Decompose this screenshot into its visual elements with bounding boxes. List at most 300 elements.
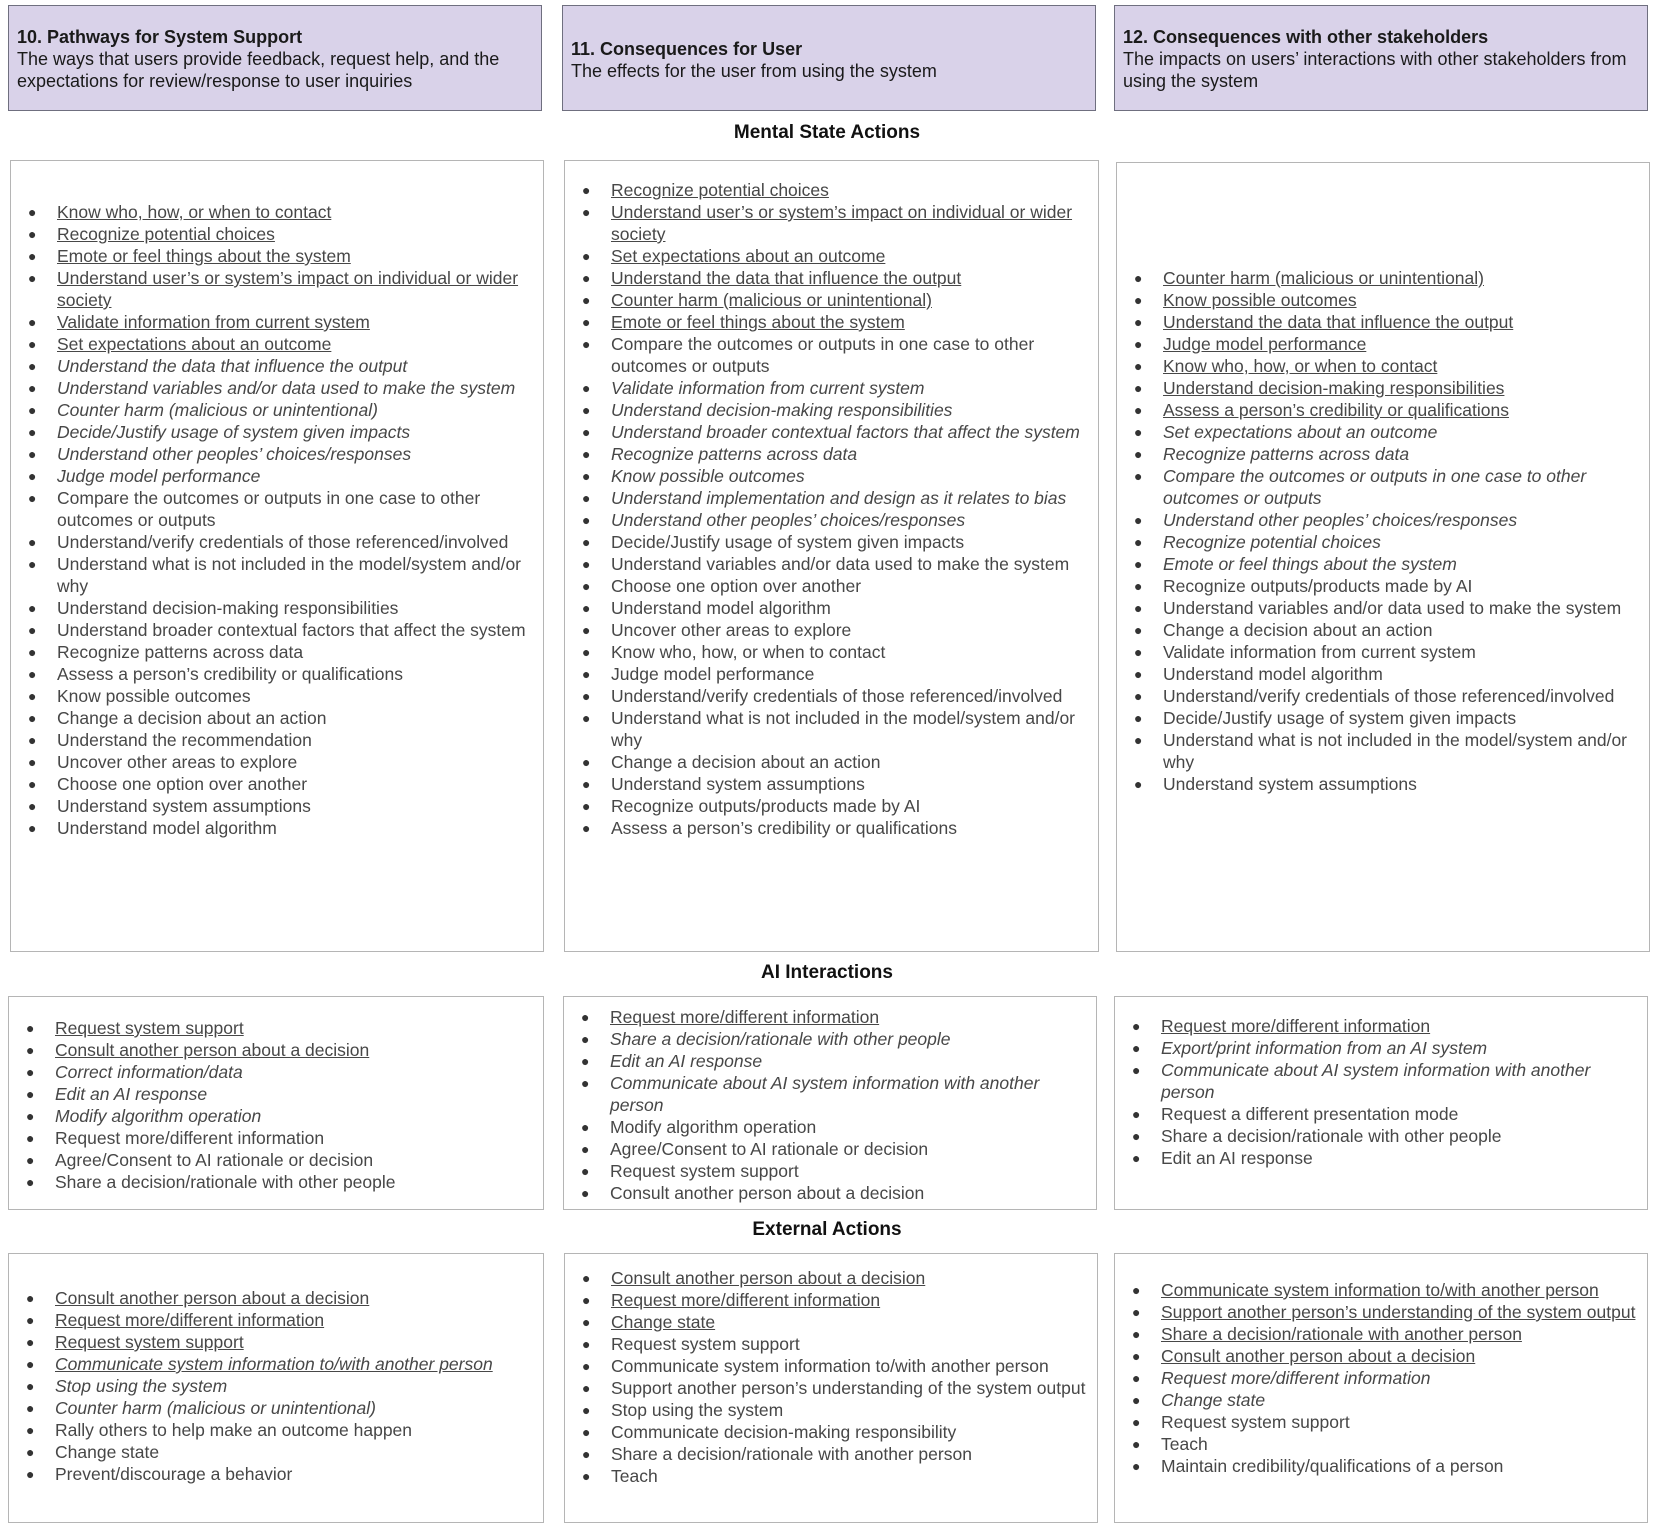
list-item-text: Support another person’s understanding of the system output xyxy=(1161,1302,1636,1322)
list-item xyxy=(1117,663,1645,685)
bullet-icon: ● xyxy=(28,820,37,836)
list-item xyxy=(565,1267,1093,1289)
bullet-list xyxy=(564,1006,1096,1204)
list-item-text: Consult another person about a decision xyxy=(55,1040,370,1060)
list-item-text: Understand the data that influence the output xyxy=(57,356,408,376)
list-item xyxy=(565,245,1094,267)
list-item-text: Set expectations about an outcome xyxy=(611,246,886,266)
list-item-text: Consult another person about a decision xyxy=(610,1183,925,1203)
list-item xyxy=(564,1050,1092,1072)
bullet-list xyxy=(1115,1279,1647,1477)
list-item xyxy=(565,333,1094,377)
bullet-icon: ● xyxy=(28,556,37,572)
bullet-icon: ● xyxy=(1132,1392,1141,1408)
list-item xyxy=(1117,443,1645,465)
bullet-icon: ● xyxy=(26,1290,35,1306)
list-item xyxy=(565,575,1094,597)
list-item xyxy=(565,531,1094,553)
list-item-text: Understand/verify credentials of those referenced/involved xyxy=(1163,686,1615,706)
section-title-external-actions: External Actions xyxy=(752,1219,902,1240)
list-item-text: Understand system assumptions xyxy=(611,774,865,794)
bullet-icon: ● xyxy=(28,688,37,704)
list-item xyxy=(11,201,539,223)
bullet-icon: ● xyxy=(28,248,37,264)
list-item-text: Rally others to help make an outcome happen xyxy=(55,1420,413,1440)
list-item xyxy=(9,1127,539,1149)
list-item-text: Compare the outcomes or outputs in one case to other outcomes or outputs xyxy=(1163,466,1587,508)
list-item xyxy=(9,1309,539,1331)
bullet-icon: ● xyxy=(28,754,37,770)
list-item xyxy=(1115,1345,1643,1367)
list-item xyxy=(9,1419,539,1441)
list-item xyxy=(565,267,1094,289)
bullet-icon: ● xyxy=(1132,1458,1141,1474)
bullet-icon: ● xyxy=(582,204,591,220)
list-item-text: Understand decision-making responsibilities xyxy=(57,598,399,618)
list-item-text: Understand other peoples’ choices/responses xyxy=(57,444,412,464)
bullet-icon: ● xyxy=(28,776,37,792)
bullet-icon: ● xyxy=(582,534,591,550)
list-item xyxy=(1115,1103,1643,1125)
bullet-icon: ● xyxy=(26,1130,35,1146)
bullet-icon: ● xyxy=(582,754,591,770)
list-item-text: Understand user’s or system’s impact on individual or wider society xyxy=(611,202,1073,244)
bullet-icon: ● xyxy=(581,1185,590,1201)
bullet-icon: ● xyxy=(26,1356,35,1372)
list-item-text: Export/print information from an AI system xyxy=(1161,1038,1488,1058)
list-item-text: Understand/verify credentials of those referenced/involved xyxy=(611,686,1063,706)
list-item-text: Communicate system information to/with another person xyxy=(55,1354,493,1374)
list-item xyxy=(1115,1411,1643,1433)
list-item xyxy=(1117,377,1645,399)
list-item xyxy=(11,311,539,333)
bullet-icon: ● xyxy=(582,1468,591,1484)
list-item-text: Modify algorithm operation xyxy=(55,1106,262,1126)
list-item xyxy=(11,795,539,817)
list-item-text: Uncover other areas to explore xyxy=(57,752,298,772)
list-item-text: Share a decision/rationale with other people xyxy=(55,1172,396,1192)
bullet-icon: ● xyxy=(582,1270,591,1286)
list-item-text: Teach xyxy=(1161,1434,1208,1454)
bullet-icon: ● xyxy=(28,226,37,242)
list-item-text: Understand what is not included in the model/system and/or why xyxy=(1163,730,1628,772)
list-item-text: Recognize patterns across data xyxy=(611,444,858,464)
bullet-icon: ● xyxy=(1134,424,1143,440)
list-item-text: Recognize potential choices xyxy=(611,180,829,200)
list-item-text: Request system support xyxy=(55,1018,244,1038)
bullet-icon: ● xyxy=(1134,776,1143,792)
bullet-icon: ● xyxy=(582,644,591,660)
bullet-icon: ● xyxy=(582,622,591,638)
list-item-text: Request system support xyxy=(55,1332,244,1352)
list-item-text: Understand broader contextual factors that affect the system xyxy=(611,422,1080,442)
list-item xyxy=(564,1138,1092,1160)
bullet-icon: ● xyxy=(28,402,37,418)
list-item-text: Understand the recommendation xyxy=(57,730,312,750)
bullet-icon: ● xyxy=(28,270,37,286)
header-title: 12. Consequences with other stakeholders xyxy=(1123,27,1489,47)
bullet-icon: ● xyxy=(1134,622,1143,638)
list-item xyxy=(1117,707,1645,729)
list-item xyxy=(11,333,539,355)
list-item xyxy=(565,597,1094,619)
list-item xyxy=(564,1072,1092,1116)
list-item xyxy=(1115,1147,1643,1169)
list-item xyxy=(565,1377,1093,1399)
list-item-text: Choose one option over another xyxy=(611,576,862,596)
list-item xyxy=(11,663,539,685)
list-item-text: Validate information from current system xyxy=(1163,642,1476,662)
list-item-text: Understand broader contextual factors that affect the system xyxy=(57,620,526,640)
bullet-icon: ● xyxy=(582,798,591,814)
list-item xyxy=(565,289,1094,311)
section-title-mental-state: Mental State Actions xyxy=(733,122,921,143)
list-item xyxy=(11,377,539,399)
list-item xyxy=(9,1441,539,1463)
list-item xyxy=(565,421,1094,443)
external-box-consequences-user xyxy=(564,1253,1098,1523)
list-item-text: Set expectations about an outcome xyxy=(1163,422,1438,442)
bullet-icon: ● xyxy=(26,1312,35,1328)
list-item xyxy=(565,641,1094,663)
list-item-text: Judge model performance xyxy=(1163,334,1367,354)
list-item xyxy=(9,1039,539,1061)
list-item-text: Set expectations about an outcome xyxy=(57,334,332,354)
list-item xyxy=(11,487,539,531)
list-item xyxy=(1115,1037,1643,1059)
bullet-icon: ● xyxy=(1134,402,1143,418)
bullet-icon: ● xyxy=(581,1031,590,1047)
list-item xyxy=(11,817,539,839)
list-item-text: Consult another person about a decision xyxy=(55,1288,370,1308)
list-item xyxy=(11,465,539,487)
bullet-icon: ● xyxy=(581,1141,590,1157)
list-item-text: Change state xyxy=(55,1442,160,1462)
list-item xyxy=(565,553,1094,575)
list-item xyxy=(565,201,1094,245)
bullet-icon: ● xyxy=(1132,1370,1141,1386)
list-item xyxy=(1117,267,1645,289)
list-item xyxy=(11,597,539,619)
bullet-icon: ● xyxy=(581,1119,590,1135)
list-item xyxy=(564,1160,1092,1182)
bullet-icon: ● xyxy=(582,380,591,396)
bullet-icon: ● xyxy=(28,380,37,396)
list-item-text: Understand the data that influence the output xyxy=(1163,312,1514,332)
list-item xyxy=(1115,1323,1643,1345)
bullet-icon: ● xyxy=(1134,446,1143,462)
list-item-text: Understand model algorithm xyxy=(57,818,277,838)
list-item xyxy=(11,641,539,663)
list-item-text: Consult another person about a decision xyxy=(1161,1346,1476,1366)
list-item-text: Teach xyxy=(611,1466,658,1486)
list-item-text: Understand variables and/or data used to make the system xyxy=(611,554,1070,574)
list-item xyxy=(565,399,1094,421)
bullet-icon: ● xyxy=(582,820,591,836)
list-item-text: Assess a person’s credibility or qualifications xyxy=(57,664,403,684)
list-item xyxy=(1117,729,1645,773)
bullet-icon: ● xyxy=(26,1400,35,1416)
bullet-icon: ● xyxy=(582,512,591,528)
bullet-icon: ● xyxy=(26,1378,35,1394)
list-item-text: Recognize patterns across data xyxy=(57,642,304,662)
bullet-icon: ● xyxy=(1134,556,1143,572)
list-item-text: Uncover other areas to explore xyxy=(611,620,852,640)
list-item xyxy=(565,663,1094,685)
bullet-icon: ● xyxy=(582,424,591,440)
list-item-text: Recognize potential choices xyxy=(57,224,275,244)
list-item xyxy=(9,1463,539,1485)
bullet-icon: ● xyxy=(28,534,37,550)
list-item xyxy=(9,1171,539,1193)
list-item xyxy=(565,465,1094,487)
list-item xyxy=(1117,773,1645,795)
list-item xyxy=(11,245,539,267)
bullet-icon: ● xyxy=(28,490,37,506)
list-item xyxy=(564,1116,1092,1138)
list-item-text: Understand variables and/or data used to make the system xyxy=(57,378,516,398)
list-item-text: Understand other peoples’ choices/responses xyxy=(1163,510,1518,530)
list-item-text: Judge model performance xyxy=(57,466,261,486)
list-item-text: Request more/different information xyxy=(1161,1368,1431,1388)
bullet-icon: ● xyxy=(582,1336,591,1352)
list-item xyxy=(565,179,1094,201)
list-item xyxy=(11,729,539,751)
list-item xyxy=(565,377,1094,399)
header-description: The impacts on users’ interactions with other stakeholders from using the system xyxy=(1123,49,1627,91)
bullet-icon: ● xyxy=(582,710,591,726)
list-item-text: Recognize outputs/products made by AI xyxy=(1163,576,1473,596)
list-item-text: Agree/Consent to AI rationale or decision xyxy=(610,1139,929,1159)
list-item xyxy=(565,1465,1093,1487)
bullet-icon: ● xyxy=(1132,1348,1141,1364)
list-item xyxy=(1117,399,1645,421)
list-item-text: Request more/different information xyxy=(55,1128,325,1148)
bullet-icon: ● xyxy=(1134,358,1143,374)
list-item xyxy=(9,1083,539,1105)
bullet-icon: ● xyxy=(1134,336,1143,352)
bullet-icon: ● xyxy=(582,1424,591,1440)
list-item-text: Edit an AI response xyxy=(1161,1148,1313,1168)
list-item-text: Understand other peoples’ choices/responses xyxy=(611,510,966,530)
list-item xyxy=(565,795,1094,817)
list-item xyxy=(1117,355,1645,377)
list-item-text: Validate information from current system xyxy=(611,378,925,398)
bullet-icon: ● xyxy=(26,1466,35,1482)
column-header-consequences-stakeholders xyxy=(1114,5,1648,111)
list-item-text: Validate information from current system xyxy=(57,312,370,332)
list-item xyxy=(1117,575,1645,597)
bullet-icon: ● xyxy=(582,314,591,330)
list-item-text: Share a decision/rationale with another person xyxy=(1161,1324,1522,1344)
list-item-text: Correct information/data xyxy=(55,1062,243,1082)
list-item xyxy=(1115,1301,1643,1323)
bullet-icon: ● xyxy=(1134,666,1143,682)
list-item-text: Decide/Justify usage of system given impacts xyxy=(57,422,411,442)
bullet-icon: ● xyxy=(26,1444,35,1460)
list-item-text: Communicate system information to/with another person xyxy=(611,1356,1049,1376)
bullet-icon: ● xyxy=(582,270,591,286)
list-item-text: Understand user’s or system’s impact on individual or wider society xyxy=(57,268,519,310)
bullet-icon: ● xyxy=(26,1152,35,1168)
bullet-icon: ● xyxy=(1132,1150,1141,1166)
list-item-text: Compare the outcomes or outputs in one case to other outcomes or outputs xyxy=(611,334,1035,376)
header-title: 10. Pathways for System Support xyxy=(17,27,303,47)
bullet-icon: ● xyxy=(28,446,37,462)
bullet-icon: ● xyxy=(581,1075,590,1091)
bullet-icon: ● xyxy=(28,732,37,748)
list-item-text: Emote or feel things about the system xyxy=(1163,554,1457,574)
bullet-icon: ● xyxy=(582,468,591,484)
column-header-pathways xyxy=(8,5,542,111)
list-item-text: Choose one option over another xyxy=(57,774,308,794)
bullet-icon: ● xyxy=(28,798,37,814)
list-item xyxy=(11,399,539,421)
bullet-icon: ● xyxy=(1132,1282,1141,1298)
list-item xyxy=(1117,333,1645,355)
bullet-icon: ● xyxy=(1134,578,1143,594)
mental-box-consequences-stakeholders xyxy=(1116,162,1650,952)
list-item-text: Counter harm (malicious or unintentional) xyxy=(611,290,932,310)
bullet-icon: ● xyxy=(581,1009,590,1025)
bullet-icon: ● xyxy=(26,1020,35,1036)
list-item xyxy=(565,773,1094,795)
list-item-text: Share a decision/rationale with another person xyxy=(611,1444,972,1464)
list-item xyxy=(565,1289,1093,1311)
list-item xyxy=(11,223,539,245)
list-item-text: Understand what is not included in the model/system and/or why xyxy=(611,708,1076,750)
list-item-text: Understand model algorithm xyxy=(611,598,831,618)
list-item-text: Counter harm (malicious or unintentional) xyxy=(57,400,378,420)
list-item-text: Decide/Justify usage of system given impacts xyxy=(1163,708,1517,728)
bullet-icon: ● xyxy=(1134,270,1143,286)
list-item xyxy=(9,1287,539,1309)
list-item-text: Understand system assumptions xyxy=(1163,774,1417,794)
bullet-icon: ● xyxy=(26,1422,35,1438)
bullet-icon: ● xyxy=(582,182,591,198)
bullet-icon: ● xyxy=(582,292,591,308)
list-item xyxy=(564,1006,1092,1028)
list-item xyxy=(565,443,1094,465)
bullet-icon: ● xyxy=(1134,512,1143,528)
bullet-icon: ● xyxy=(28,644,37,660)
list-item xyxy=(1115,1455,1643,1477)
list-item-text: Change a decision about an action xyxy=(1163,620,1433,640)
list-item xyxy=(1117,685,1645,707)
list-item xyxy=(9,1397,539,1419)
list-item-text: Know possible outcomes xyxy=(611,466,805,486)
list-item-text: Recognize patterns across data xyxy=(1163,444,1410,464)
bullet-icon: ● xyxy=(1132,1018,1141,1034)
list-item-text: Stop using the system xyxy=(611,1400,784,1420)
list-item xyxy=(11,751,539,773)
bullet-icon: ● xyxy=(582,1292,591,1308)
bullet-icon: ● xyxy=(28,666,37,682)
list-item xyxy=(1117,311,1645,333)
bullet-list xyxy=(1117,267,1649,795)
list-item-text: Stop using the system xyxy=(55,1376,228,1396)
ai-box-consequences-user xyxy=(563,996,1097,1210)
list-item xyxy=(565,817,1094,839)
list-item-text: Know possible outcomes xyxy=(1163,290,1357,310)
bullet-icon: ● xyxy=(1132,1040,1141,1056)
list-item-text: Request a different presentation mode xyxy=(1161,1104,1459,1124)
list-item xyxy=(565,509,1094,531)
list-item-text: Know who, how, or when to contact xyxy=(611,642,886,662)
list-item xyxy=(1115,1015,1643,1037)
list-item xyxy=(9,1375,539,1397)
list-item-text: Understand decision-making responsibilities xyxy=(1163,378,1505,398)
list-item-text: Know possible outcomes xyxy=(57,686,251,706)
list-item-text: Edit an AI response xyxy=(55,1084,208,1104)
bullet-icon: ● xyxy=(1134,644,1143,660)
list-item xyxy=(1117,465,1645,509)
list-item xyxy=(11,553,539,597)
bullet-icon: ● xyxy=(582,1446,591,1462)
ai-box-pathways xyxy=(8,996,544,1210)
list-item xyxy=(11,355,539,377)
list-item-text: Know who, how, or when to contact xyxy=(57,202,332,222)
list-item xyxy=(11,685,539,707)
list-item-text: Agree/Consent to AI rationale or decision xyxy=(55,1150,374,1170)
list-item-text: Communicate system information to/with another person xyxy=(1161,1280,1599,1300)
section-title-ai-interactions: AI Interactions xyxy=(761,962,893,983)
bullet-icon: ● xyxy=(582,248,591,264)
list-item-text: Support another person’s understanding of the system output xyxy=(611,1378,1086,1398)
bullet-icon: ● xyxy=(28,468,37,484)
list-item-text: Request more/different information xyxy=(610,1007,880,1027)
bullet-icon: ● xyxy=(28,336,37,352)
bullet-list xyxy=(1115,1015,1647,1169)
list-item xyxy=(11,707,539,729)
external-box-consequences-stakeholders xyxy=(1114,1253,1648,1523)
bullet-icon: ● xyxy=(1134,710,1143,726)
list-item xyxy=(565,487,1094,509)
list-item-text: Counter harm (malicious or unintentional) xyxy=(1163,268,1484,288)
bullet-icon: ● xyxy=(582,1358,591,1374)
bullet-icon: ● xyxy=(582,1402,591,1418)
bullet-icon: ● xyxy=(1134,292,1143,308)
bullet-icon: ● xyxy=(26,1042,35,1058)
list-item-text: Request system support xyxy=(611,1334,800,1354)
list-item-text: Know who, how, or when to contact xyxy=(1163,356,1438,376)
list-item xyxy=(11,421,539,443)
list-item-text: Assess a person’s credibility or qualifications xyxy=(1163,400,1509,420)
list-item xyxy=(9,1105,539,1127)
bullet-icon: ● xyxy=(1132,1436,1141,1452)
list-item-text: Compare the outcomes or outputs in one case to other outcomes or outputs xyxy=(57,488,481,530)
list-item-text: Change a decision about an action xyxy=(611,752,881,772)
bullet-icon: ● xyxy=(582,688,591,704)
bullet-icon: ● xyxy=(582,666,591,682)
list-item xyxy=(1115,1367,1643,1389)
list-item xyxy=(565,1333,1093,1355)
list-item xyxy=(9,1149,539,1171)
list-item xyxy=(11,619,539,641)
list-item xyxy=(1115,1389,1643,1411)
list-item xyxy=(9,1061,539,1083)
bullet-icon: ● xyxy=(581,1053,590,1069)
list-item xyxy=(565,1311,1093,1333)
bullet-icon: ● xyxy=(28,600,37,616)
list-item-text: Request system support xyxy=(610,1161,799,1181)
list-item-text: Understand what is not included in the model/system and/or why xyxy=(57,554,522,596)
list-item-text: Share a decision/rationale with other people xyxy=(1161,1126,1502,1146)
bullet-icon: ● xyxy=(582,402,591,418)
list-item-text: Request more/different information xyxy=(55,1310,325,1330)
list-item-text: Counter harm (malicious or unintentional) xyxy=(55,1398,376,1418)
list-item-text: Recognize potential choices xyxy=(1163,532,1381,552)
